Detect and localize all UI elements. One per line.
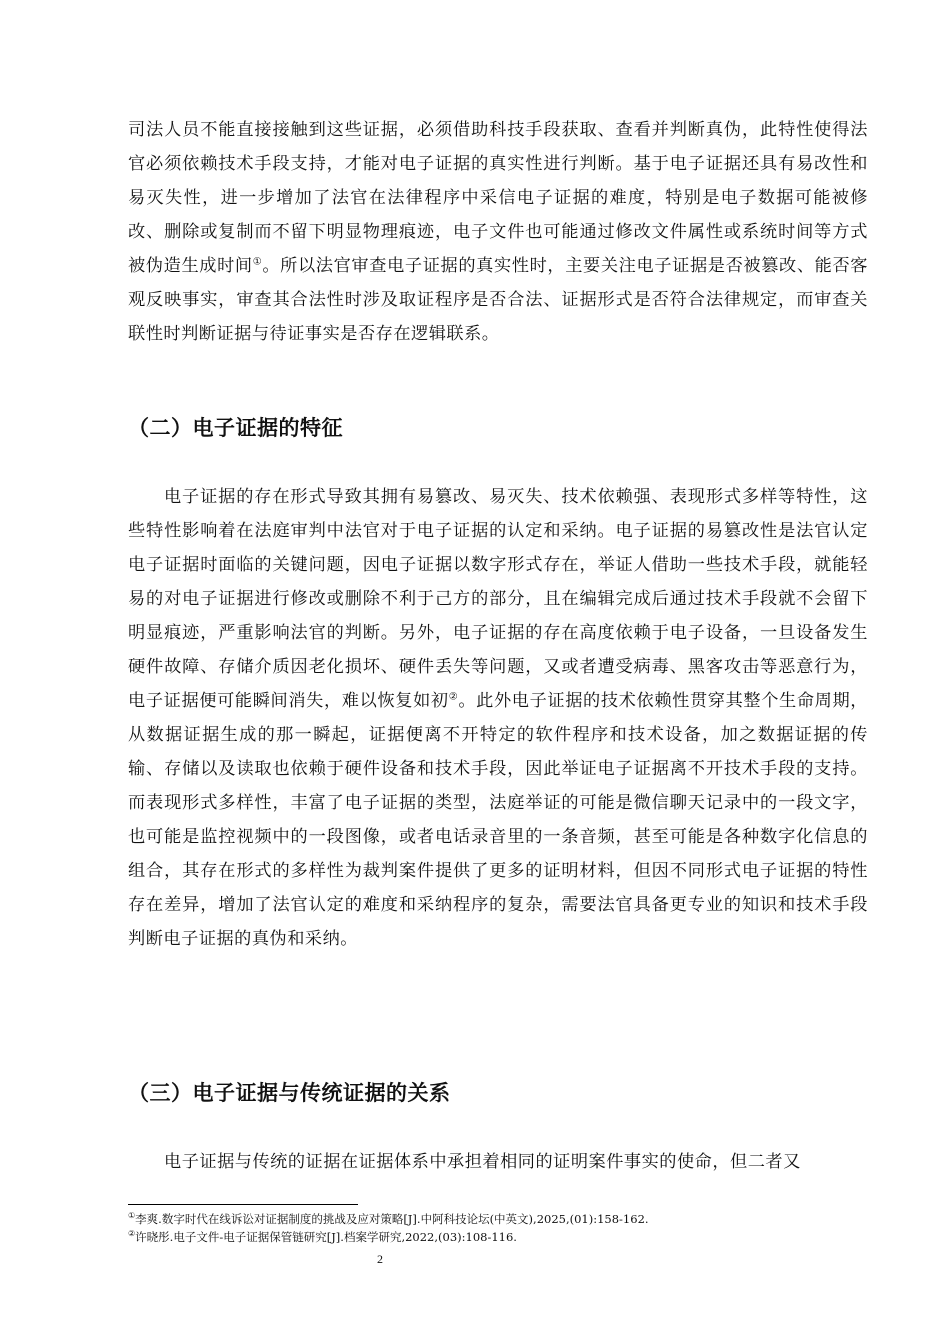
footnote-mark: ①	[128, 1211, 136, 1221]
body-paragraph-3: 电子证据与传统的证据在证据体系中承担着相同的证明案件事实的使命，但二者又	[164, 1152, 801, 1172]
section-heading-3: （三）电子证据与传统证据的关系	[128, 1081, 451, 1105]
paragraph-text: 司法人员不能直接接触到这些证据，必须借助科技手段获取、查看并判断真伪，此特性使得法官必须依赖技术手段支持，才能对电子证据的真实性进行判断。基于电子证据还具有易改性和易灭失性，进一步增加了法官在法律程序中采信电子证据的难度，特别是电子数据可能被修改、删除或复制而不留下明显物理痕迹，电子文件也可能通过修改文件属性或系统时间等方式被伪造生成时间	[128, 120, 868, 276]
footnote-reference-2[interactable]: ②	[448, 691, 459, 703]
footnote-separator	[128, 1204, 358, 1205]
footnote-2	[128, 1229, 517, 1245]
footnote-1	[128, 1211, 649, 1227]
footnote-text: 李爽.数字时代在线诉讼对证据制度的挑战及应对策略[J].中阿科技论坛(中英文),2025,(01):158-162.	[135, 1212, 649, 1226]
footnote-mark: ②	[128, 1229, 136, 1239]
footnote-text: 许晓彤.电子文件-电子证据保管链研究[J].档案学研究,2022,(03):108-116.	[135, 1230, 517, 1244]
body-paragraph-2	[128, 480, 868, 956]
paragraph-text: 电子证据的存在形式导致其拥有易篡改、易灭失、技术依赖强、表现形式多样等特性，这些特性影响着在法庭审判中法官对于电子证据的认定和采纳。电子证据的易篡改性是法官认定电子证据时面临的关键问题，因电子证据以数字形式存在，举证人借助一些技术手段，就能轻易的对电子证据进行修改或删除不利于己方的部分，且在编辑完成后通过技术手段就不会留下明显痕迹，严重影响法官的判断。另外，电子证据的存在高度依赖于电子设备，一旦设备发生硬件故障、存储介质因老化损坏、硬件丢失等问题，又或者遭受病毒、黑客攻击等恶意行为，电子证据便可能瞬间消失，难以恢复如初	[128, 487, 868, 711]
paragraph-text: 。此外电子证据的技术依赖性贯穿其整个生命周期，从数据证据生成的那一瞬起，证据便离不开特定的软件程序和技术设备，加之数据证据的传输、存储以及读取也依赖于硬件设备和技术手段，因此举证电子证据离不开技术手段的支持。而表现形式多样性，丰富了电子证据的类型，法庭举证的可能是微信聊天记录中的一段文字，也可能是监控视频中的一段图像，或者电话录音里的一条音频，甚至可能是各种数字化信息的组合，其存在形式的多样性为裁判案件提供了更多的证明材料，但因不同形式电子证据的特性存在差异，增加了法官认定的难度和采纳程序的复杂，需要法官具备更专业的知识和技术手段判断电子证据的真伪和采纳。	[128, 691, 868, 949]
paragraph-text: 。所以法官审查电子证据的真实性时，主要关注电子证据是否被篡改、能否客观反映事实，审查其合法性时涉及取证程序是否合法、证据形式是否符合法律规定，而审查关联性时判断证据与待证事实是否存在逻辑联系。	[128, 256, 868, 344]
body-paragraph-1	[128, 113, 868, 351]
page-number: 2	[377, 1252, 383, 1266]
footnote-reference-1[interactable]: ①	[252, 256, 263, 268]
section-heading-2: （二）电子证据的特征	[128, 416, 343, 440]
